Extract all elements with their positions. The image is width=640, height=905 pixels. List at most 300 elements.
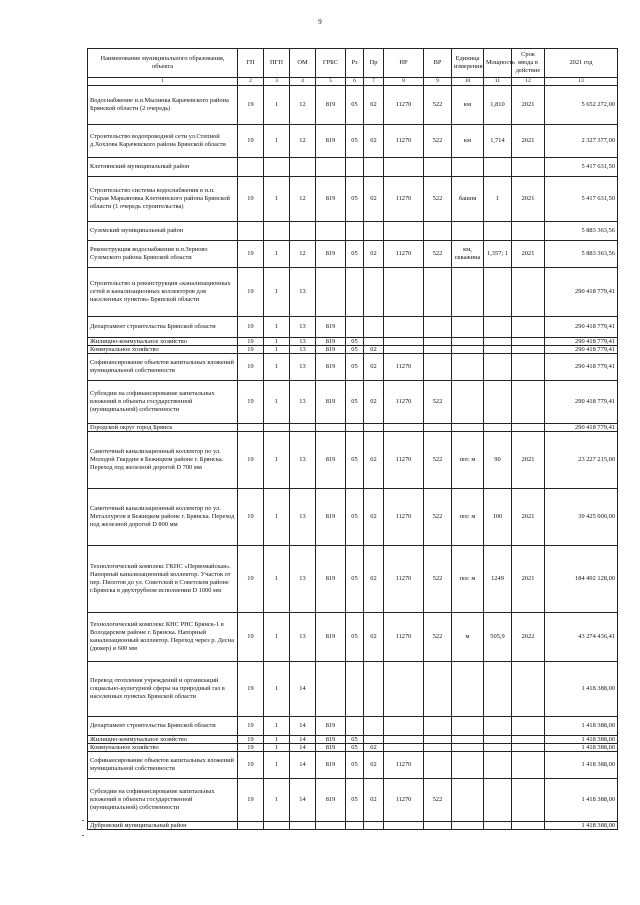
cell-nr: [384, 736, 424, 744]
table-row: [88, 717, 618, 736]
cell-pr: 02: [364, 241, 384, 268]
cell-grbs: 819: [316, 489, 346, 546]
cell-nr: [384, 158, 424, 177]
column-number: 11: [484, 78, 512, 86]
cell-pr: 02: [364, 613, 384, 662]
cell-gp: 19: [238, 779, 264, 822]
table-row: [88, 354, 618, 381]
cell-nr: [384, 222, 424, 241]
table-row: [88, 381, 618, 424]
cell-unit: [452, 779, 484, 822]
cell-unit: км: [452, 86, 484, 125]
table-row: [88, 752, 618, 779]
cell-grbs: [316, 424, 346, 432]
table-row: [88, 317, 618, 338]
cell-unit: [452, 222, 484, 241]
row-name: Субсидии на софинансирование капитальных вложений в объекты государственной (муниципальной) собственности: [88, 381, 238, 424]
table-row: [88, 338, 618, 346]
cell-vr: [424, 717, 452, 736]
cell-om: 14: [290, 752, 316, 779]
cell-rz: 05: [346, 489, 364, 546]
cell-gp: [238, 158, 264, 177]
cell-power: 1: [484, 177, 512, 222]
column-number: 12: [512, 78, 545, 86]
cell-om: 13: [290, 346, 316, 354]
header-term: Срок ввода в действие: [512, 49, 545, 78]
cell-rz: [346, 317, 364, 338]
cell-grbs: 819: [316, 241, 346, 268]
cell-grbs: [316, 822, 346, 830]
cell-grbs: 819: [316, 125, 346, 158]
cell-rz: [346, 268, 364, 317]
cell-pgp: 1: [264, 86, 290, 125]
cell-gp: 19: [238, 381, 264, 424]
cell-vr: [424, 354, 452, 381]
cell-term: [512, 424, 545, 432]
cell-vr: 522: [424, 125, 452, 158]
header-rz: Рз: [346, 49, 364, 78]
cell-power: [484, 752, 512, 779]
cell-grbs: 819: [316, 317, 346, 338]
cell-vr: 522: [424, 613, 452, 662]
header-unit: Единица измерения: [452, 49, 484, 78]
cell-grbs: [316, 268, 346, 317]
cell-rz: 05: [346, 752, 364, 779]
cell-unit: [452, 822, 484, 830]
cell-power: [484, 158, 512, 177]
cell-grbs: 819: [316, 779, 346, 822]
row-name: Самотечный канализационный коллектор по ул. Молодой Гвардии в Бежицком районе г. Брянска. Переход под железной дорогой D 700 мм: [88, 432, 238, 489]
cell-rz: 05: [346, 381, 364, 424]
cell-term: [512, 268, 545, 317]
cell-gp: 19: [238, 717, 264, 736]
cell-grbs: 819: [316, 354, 346, 381]
cell-pgp: 1: [264, 346, 290, 354]
column-number: 13: [545, 78, 618, 86]
cell-gp: 19: [238, 613, 264, 662]
cell-vr: 522: [424, 779, 452, 822]
cell-gp: 19: [238, 241, 264, 268]
cell-power: [484, 317, 512, 338]
cell-unit: м: [452, 613, 484, 662]
cell-pr: [364, 662, 384, 717]
row-name: Жилищно-коммунальное хозяйство: [88, 736, 238, 744]
cell-term: [512, 158, 545, 177]
cell-grbs: 819: [316, 86, 346, 125]
cell-rz: 05: [346, 125, 364, 158]
cell-term: 2021: [512, 86, 545, 125]
table-row: [88, 268, 618, 317]
table-row: [88, 86, 618, 125]
cell-nr: 11270: [384, 354, 424, 381]
cell-pgp: 1: [264, 736, 290, 744]
cell-amount: 290 418 779,41: [545, 346, 618, 354]
cell-om: 12: [290, 241, 316, 268]
cell-nr: 11270: [384, 613, 424, 662]
cell-power: [484, 381, 512, 424]
table-row: [88, 177, 618, 222]
cell-pgp: [264, 424, 290, 432]
cell-pr: 02: [364, 346, 384, 354]
cell-grbs: 819: [316, 432, 346, 489]
cell-pgp: 1: [264, 744, 290, 752]
cell-unit: [452, 736, 484, 744]
table-row: [88, 822, 618, 830]
table-row: [88, 779, 618, 822]
cell-unit: [452, 338, 484, 346]
header-vr: ВР: [424, 49, 452, 78]
cell-gp: 19: [238, 338, 264, 346]
cell-pgp: 1: [264, 717, 290, 736]
cell-amount: 290 418 779,41: [545, 354, 618, 381]
cell-rz: 05: [346, 432, 364, 489]
cell-vr: 522: [424, 381, 452, 424]
column-number: 4: [290, 78, 316, 86]
row-name: Жилищно-коммунальное хозяйство: [88, 338, 238, 346]
cell-grbs: 819: [316, 613, 346, 662]
cell-amount: 2 327 377,00: [545, 125, 618, 158]
column-number: 8: [384, 78, 424, 86]
cell-unit: [452, 158, 484, 177]
cell-pr: [364, 717, 384, 736]
cell-rz: [346, 717, 364, 736]
table-row: [88, 489, 618, 546]
cell-grbs: [316, 222, 346, 241]
cell-rz: 05: [346, 744, 364, 752]
row-name: Софинансирование объектов капитальных вложений муниципальной собственности: [88, 752, 238, 779]
cell-unit: [452, 268, 484, 317]
cell-nr: [384, 424, 424, 432]
cell-gp: 19: [238, 736, 264, 744]
cell-amount: 290 418 779,41: [545, 338, 618, 346]
row-name: Технологический комплекс КНС РНС Брянск-1 в Володарском районе г. Брянска. Напорный канализационный коллектор. Переход через р. Десна (дюкер) ø 600 мм: [88, 613, 238, 662]
cell-amount: 5 652 272,00: [545, 86, 618, 125]
table-row: [88, 125, 618, 158]
cell-term: [512, 338, 545, 346]
table-body: [88, 86, 618, 830]
cell-amount: 1 418 388,00: [545, 752, 618, 779]
scan-mark: [82, 835, 84, 836]
cell-gp: 19: [238, 125, 264, 158]
cell-om: [290, 158, 316, 177]
cell-unit: пог. м: [452, 546, 484, 613]
cell-grbs: 819: [316, 546, 346, 613]
cell-term: [512, 779, 545, 822]
column-number: 6: [346, 78, 364, 86]
table-row: [88, 222, 618, 241]
cell-pgp: [264, 158, 290, 177]
cell-unit: км: [452, 125, 484, 158]
cell-term: 2021: [512, 125, 545, 158]
row-name: Клетнянский муниципальный район: [88, 158, 238, 177]
cell-rz: 05: [346, 346, 364, 354]
cell-pr: 02: [364, 489, 384, 546]
header-pr: Пр: [364, 49, 384, 78]
cell-om: 13: [290, 354, 316, 381]
cell-power: 100: [484, 489, 512, 546]
cell-term: 2021: [512, 546, 545, 613]
cell-amount: 1 418 388,00: [545, 662, 618, 717]
header-nr: НР: [384, 49, 424, 78]
cell-amount: 43 274 436,41: [545, 613, 618, 662]
table-row: [88, 424, 618, 432]
cell-amount: 290 418 779,41: [545, 424, 618, 432]
cell-vr: [424, 317, 452, 338]
header-power: Мощность: [484, 49, 512, 78]
cell-vr: [424, 822, 452, 830]
cell-pr: [364, 158, 384, 177]
cell-unit: [452, 752, 484, 779]
cell-term: 2021: [512, 489, 545, 546]
cell-term: [512, 381, 545, 424]
row-name: Субсидии на софинансирование капитальных вложений в объекты государственной (муниципальной) собственности: [88, 779, 238, 822]
cell-om: 14: [290, 779, 316, 822]
cell-power: [484, 779, 512, 822]
cell-rz: [346, 822, 364, 830]
table-row: [88, 546, 618, 613]
row-name: Технологический комплекс ГКНС «Первомайская». Напорный канализационный коллектор. Участок от пер. Пилотов до ул. Советской в Советском районе г.Брянска в двухтрубном исполнении D 1000 мм: [88, 546, 238, 613]
row-name: Софинансирование объектов капитальных вложений муниципальной собственности: [88, 354, 238, 381]
cell-nr: 11270: [384, 86, 424, 125]
cell-om: 14: [290, 744, 316, 752]
cell-power: 90: [484, 432, 512, 489]
cell-gp: 19: [238, 744, 264, 752]
cell-pr: 02: [364, 752, 384, 779]
cell-vr: 522: [424, 489, 452, 546]
cell-vr: 522: [424, 177, 452, 222]
cell-term: [512, 662, 545, 717]
header-om: ОМ: [290, 49, 316, 78]
cell-term: [512, 222, 545, 241]
cell-om: 13: [290, 546, 316, 613]
cell-pr: 02: [364, 744, 384, 752]
cell-power: [484, 424, 512, 432]
cell-amount: 290 418 779,41: [545, 381, 618, 424]
row-name: Реконструкция водоснабжения н.п.Зерново Суземского района Брянской области: [88, 241, 238, 268]
cell-power: [484, 736, 512, 744]
cell-om: 13: [290, 268, 316, 317]
cell-term: [512, 317, 545, 338]
table-row: [88, 158, 618, 177]
cell-nr: [384, 268, 424, 317]
cell-unit: [452, 354, 484, 381]
cell-term: 2021: [512, 432, 545, 489]
cell-grbs: [316, 662, 346, 717]
cell-om: 13: [290, 489, 316, 546]
cell-vr: 522: [424, 86, 452, 125]
cell-power: [484, 744, 512, 752]
cell-rz: [346, 662, 364, 717]
cell-om: 12: [290, 125, 316, 158]
cell-pr: [364, 222, 384, 241]
cell-pr: 02: [364, 177, 384, 222]
cell-om: 13: [290, 381, 316, 424]
cell-rz: 05: [346, 241, 364, 268]
cell-amount: 5 417 631,50: [545, 177, 618, 222]
cell-amount: 39 425 000,00: [545, 489, 618, 546]
cell-gp: [238, 822, 264, 830]
cell-gp: 19: [238, 317, 264, 338]
cell-om: 13: [290, 338, 316, 346]
cell-term: [512, 744, 545, 752]
cell-term: 2021: [512, 241, 545, 268]
cell-power: 1,810: [484, 86, 512, 125]
cell-power: [484, 717, 512, 736]
cell-om: 13: [290, 613, 316, 662]
cell-unit: [452, 317, 484, 338]
column-number: 10: [452, 78, 484, 86]
cell-unit: [452, 381, 484, 424]
cell-power: [484, 662, 512, 717]
cell-nr: 11270: [384, 489, 424, 546]
header-row: [88, 49, 618, 78]
cell-amount: 1 418 388,00: [545, 822, 618, 830]
cell-nr: 11270: [384, 177, 424, 222]
table-row: [88, 613, 618, 662]
row-name: Строительство и реконструкция «канализационных сетей и канализационных коллекторов для населенных пунктов» Брянской области: [88, 268, 238, 317]
row-name: Городской округ город Брянск: [88, 424, 238, 432]
row-name: Водоснабжение н.п.Мылинка Карачевского района Брянской области (2 очередь): [88, 86, 238, 125]
cell-power: 1,714: [484, 125, 512, 158]
cell-pr: 02: [364, 125, 384, 158]
row-name: Коммунальное хозяйство: [88, 744, 238, 752]
cell-pgp: 1: [264, 752, 290, 779]
cell-vr: [424, 736, 452, 744]
cell-term: [512, 752, 545, 779]
cell-pgp: 1: [264, 381, 290, 424]
table-row: [88, 432, 618, 489]
header-name: Наименование муниципального образования, объекта: [88, 49, 238, 78]
cell-nr: [384, 346, 424, 354]
cell-pr: [364, 424, 384, 432]
cell-nr: 11270: [384, 752, 424, 779]
cell-unit: [452, 744, 484, 752]
cell-gp: 19: [238, 177, 264, 222]
header-gp: ГП: [238, 49, 264, 78]
cell-gp: 19: [238, 432, 264, 489]
cell-om: [290, 222, 316, 241]
cell-gp: 19: [238, 546, 264, 613]
cell-om: 14: [290, 717, 316, 736]
column-number: 1: [88, 78, 238, 86]
cell-pgp: 1: [264, 338, 290, 346]
row-name: Самотечный канализационный коллектор по ул. Металлургов в Бежицком районе г. Брянска. Переход под железной дорогой D 800 мм: [88, 489, 238, 546]
cell-vr: [424, 346, 452, 354]
cell-pgp: 1: [264, 432, 290, 489]
cell-gp: 19: [238, 86, 264, 125]
cell-pr: 02: [364, 546, 384, 613]
budget-table: [87, 48, 618, 830]
cell-pr: [364, 736, 384, 744]
cell-rz: 05: [346, 338, 364, 346]
cell-power: [484, 354, 512, 381]
cell-rz: 05: [346, 546, 364, 613]
cell-unit: [452, 717, 484, 736]
cell-pgp: 1: [264, 241, 290, 268]
cell-pgp: 1: [264, 125, 290, 158]
cell-pr: [364, 338, 384, 346]
cell-rz: 05: [346, 177, 364, 222]
cell-rz: [346, 158, 364, 177]
cell-nr: [384, 822, 424, 830]
cell-nr: 11270: [384, 381, 424, 424]
cell-vr: 522: [424, 241, 452, 268]
cell-amount: 5 417 631,50: [545, 158, 618, 177]
scan-mark: [82, 820, 84, 821]
cell-grbs: 819: [316, 346, 346, 354]
cell-rz: [346, 222, 364, 241]
header-grbs: ГРБС: [316, 49, 346, 78]
cell-pgp: [264, 222, 290, 241]
cell-grbs: 819: [316, 177, 346, 222]
cell-pr: 02: [364, 381, 384, 424]
cell-nr: 11270: [384, 779, 424, 822]
row-name: Дубровский муниципальный район: [88, 822, 238, 830]
cell-pgp: 1: [264, 268, 290, 317]
cell-pr: [364, 822, 384, 830]
page-number: 9: [318, 18, 322, 26]
column-number: 5: [316, 78, 346, 86]
cell-grbs: 819: [316, 752, 346, 779]
cell-pgp: 1: [264, 489, 290, 546]
cell-om: 12: [290, 177, 316, 222]
cell-pgp: 1: [264, 354, 290, 381]
cell-unit: [452, 662, 484, 717]
cell-pr: 02: [364, 354, 384, 381]
cell-grbs: 819: [316, 338, 346, 346]
table-row: [88, 744, 618, 752]
cell-nr: 11270: [384, 546, 424, 613]
cell-pgp: 1: [264, 779, 290, 822]
cell-nr: [384, 317, 424, 338]
cell-rz: 05: [346, 779, 364, 822]
cell-power: 1,357; 1: [484, 241, 512, 268]
cell-pgp: 1: [264, 177, 290, 222]
header-year: 2021 год: [545, 49, 618, 78]
cell-vr: [424, 424, 452, 432]
cell-vr: 522: [424, 432, 452, 489]
cell-grbs: 819: [316, 736, 346, 744]
cell-gp: 19: [238, 354, 264, 381]
cell-amount: 5 883 363,56: [545, 222, 618, 241]
cell-amount: 23 227 215,00: [545, 432, 618, 489]
cell-amount: 1 418 388,00: [545, 744, 618, 752]
cell-om: 13: [290, 432, 316, 489]
cell-power: [484, 822, 512, 830]
cell-om: [290, 424, 316, 432]
cell-gp: [238, 424, 264, 432]
table-row: [88, 241, 618, 268]
cell-nr: [384, 717, 424, 736]
cell-pr: 02: [364, 779, 384, 822]
table-row: [88, 662, 618, 717]
row-name: Строительство системы водоснабжения в н.п. Старая Марьяновка Клетнянского района Брянской области (1 очередь строительства): [88, 177, 238, 222]
cell-grbs: 819: [316, 717, 346, 736]
cell-vr: [424, 268, 452, 317]
table-row: [88, 346, 618, 354]
cell-gp: 19: [238, 268, 264, 317]
column-number: 9: [424, 78, 452, 86]
cell-power: [484, 338, 512, 346]
cell-unit: пог. м: [452, 432, 484, 489]
cell-grbs: 819: [316, 381, 346, 424]
table-row: [88, 736, 618, 744]
cell-power: 505,9: [484, 613, 512, 662]
cell-grbs: [316, 158, 346, 177]
cell-pgp: 1: [264, 662, 290, 717]
cell-om: 12: [290, 86, 316, 125]
cell-vr: [424, 752, 452, 779]
